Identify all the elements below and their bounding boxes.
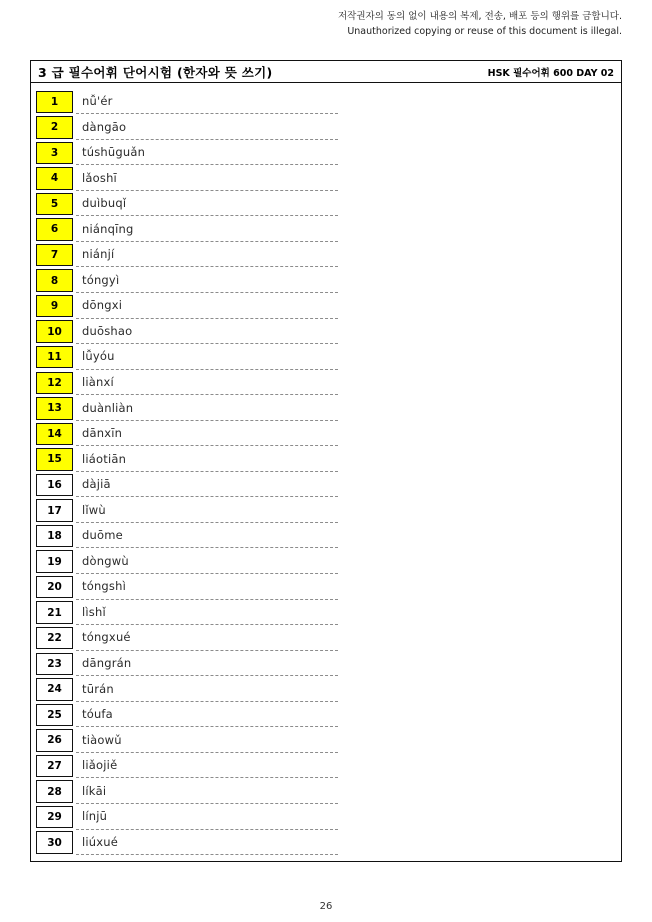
- worksheet-header: [31, 61, 621, 83]
- row-number-cell: [36, 193, 73, 216]
- row-number: 9: [50, 300, 59, 313]
- table-row: [36, 269, 621, 295]
- row-number: 16: [47, 478, 62, 491]
- answer-blank-line: [76, 445, 338, 446]
- table-row: [36, 499, 621, 525]
- answer-blank-line: [76, 241, 338, 242]
- row-number: 22: [47, 632, 62, 645]
- row-pinyin: tóufa: [82, 707, 113, 722]
- answer-blank-line: [76, 701, 338, 702]
- row-pinyin: tóngshì: [82, 579, 127, 594]
- row-number: 6: [50, 223, 59, 236]
- row-pinyin: duōme: [82, 528, 123, 543]
- row-number: 17: [47, 504, 62, 517]
- answer-blank-line: [76, 190, 338, 191]
- answer-blank-line: [76, 369, 338, 370]
- row-number-cell: [36, 448, 73, 471]
- row-number-cell: [36, 218, 73, 241]
- table-row: [36, 473, 621, 499]
- row-pinyin: lìshǐ: [82, 604, 106, 619]
- row-number-cell: [36, 576, 73, 599]
- row-number-cell: [36, 167, 73, 190]
- row-pinyin: túshūguǎn: [82, 145, 146, 160]
- row-number-cell: [36, 806, 73, 829]
- row-number: 20: [47, 581, 62, 594]
- row-number: 4: [50, 172, 59, 185]
- row-pinyin: tóngxué: [82, 630, 131, 645]
- answer-blank-line: [76, 752, 338, 753]
- copyright-text-english: Unauthorized copying or reuse of this document is illegal.: [347, 26, 622, 37]
- table-row: [36, 805, 621, 831]
- row-number-cell: [36, 423, 73, 446]
- row-number-cell: [36, 320, 73, 343]
- row-number: 30: [47, 836, 62, 849]
- answer-blank-line: [76, 215, 338, 216]
- row-number: 13: [47, 402, 62, 415]
- table-row: [36, 575, 621, 601]
- row-number: 1: [50, 95, 59, 108]
- table-row: [36, 422, 621, 448]
- row-pinyin: niánqīng: [82, 221, 134, 236]
- row-pinyin: duìbuqǐ: [82, 196, 127, 211]
- row-number: 14: [47, 427, 62, 440]
- answer-blank-line: [76, 854, 338, 855]
- row-number-cell: [36, 397, 73, 420]
- row-pinyin: liǎojiě: [82, 758, 118, 773]
- row-number-cell: [36, 244, 73, 267]
- answer-blank-line: [76, 675, 338, 676]
- table-row: [36, 243, 621, 269]
- row-pinyin: dòngwù: [82, 553, 129, 568]
- answer-blank-line: [76, 573, 338, 574]
- row-number: 21: [47, 606, 62, 619]
- row-pinyin: tóngyì: [82, 272, 120, 287]
- row-number-cell: [36, 550, 73, 573]
- row-pinyin: tūrán: [82, 681, 114, 696]
- row-pinyin: dàjiā: [82, 477, 111, 492]
- row-pinyin: lǐwù: [82, 502, 106, 517]
- row-number: 24: [47, 683, 62, 696]
- copyright-notice: [338, 9, 622, 39]
- table-row: [36, 141, 621, 167]
- row-number: 15: [47, 453, 62, 466]
- row-number: 26: [47, 734, 62, 747]
- table-row: [36, 831, 621, 857]
- row-number-cell: [36, 780, 73, 803]
- answer-blank-line: [76, 318, 338, 319]
- row-pinyin: liáotiān: [82, 451, 127, 466]
- answer-blank-line: [76, 547, 338, 548]
- row-number: 23: [47, 657, 62, 670]
- row-number: 10: [47, 325, 62, 338]
- answer-blank-line: [76, 292, 338, 293]
- table-row: [36, 448, 621, 474]
- row-pinyin: dàngāo: [82, 119, 127, 134]
- row-number-cell: [36, 831, 73, 854]
- answer-blank-line: [76, 394, 338, 395]
- worksheet-day-label: HSK 필수어휘 600 DAY 02: [487, 67, 614, 79]
- row-number-cell: [36, 474, 73, 497]
- row-pinyin: liànxí: [82, 375, 114, 390]
- table-row: [36, 626, 621, 652]
- row-number-cell: [36, 142, 73, 165]
- table-row: [36, 780, 621, 806]
- row-pinyin: dāngrán: [82, 656, 132, 671]
- row-pinyin: dōngxi: [82, 298, 123, 313]
- table-row: [36, 397, 621, 423]
- row-pinyin: lǎoshī: [82, 170, 117, 185]
- answer-blank-line: [76, 777, 338, 778]
- row-pinyin: tiàowǔ: [82, 732, 122, 747]
- table-row: [36, 729, 621, 755]
- row-number: 12: [47, 376, 62, 389]
- table-row: [36, 192, 621, 218]
- table-row: [36, 90, 621, 116]
- table-row: [36, 371, 621, 397]
- row-number: 8: [50, 274, 59, 287]
- row-number: 18: [47, 530, 62, 543]
- answer-blank-line: [76, 496, 338, 497]
- answer-blank-line: [76, 343, 338, 344]
- row-pinyin: dānxīn: [82, 426, 123, 441]
- row-pinyin: duōshao: [82, 323, 133, 338]
- row-number-cell: [36, 372, 73, 395]
- row-number-cell: [36, 678, 73, 701]
- row-number-cell: [36, 116, 73, 139]
- row-number: 7: [50, 249, 59, 262]
- table-row: [36, 345, 621, 371]
- row-pinyin: niánjí: [82, 247, 115, 262]
- row-number-cell: [36, 704, 73, 727]
- row-number: 2: [50, 121, 59, 134]
- row-number: 29: [47, 811, 62, 824]
- table-row: [36, 601, 621, 627]
- row-number: 5: [50, 197, 59, 210]
- row-number: 11: [47, 351, 62, 364]
- table-row: [36, 116, 621, 142]
- row-number-cell: [36, 601, 73, 624]
- table-row: [36, 524, 621, 550]
- row-number-cell: [36, 755, 73, 778]
- answer-blank-line: [76, 139, 338, 140]
- copyright-text-korean: 저작권자의 동의 없이 내용의 복제, 전송, 배포 등의 행위를 금합니다.: [337, 11, 622, 22]
- row-number: 25: [47, 708, 62, 721]
- row-number-cell: [36, 525, 73, 548]
- table-row: [36, 218, 621, 244]
- answer-blank-line: [76, 471, 338, 472]
- row-number-cell: [36, 269, 73, 292]
- word-table: [31, 83, 621, 856]
- row-number-cell: [36, 346, 73, 369]
- table-row: [36, 167, 621, 193]
- row-pinyin: liúxué: [82, 834, 119, 849]
- row-pinyin: lǚyóu: [82, 349, 115, 364]
- table-row: [36, 754, 621, 780]
- table-row: [36, 550, 621, 576]
- answer-blank-line: [76, 266, 338, 267]
- row-number: 19: [47, 555, 62, 568]
- row-number-cell: [36, 91, 73, 114]
- row-pinyin: líkāi: [82, 783, 107, 798]
- answer-blank-line: [76, 522, 338, 523]
- table-row: [36, 703, 621, 729]
- page-number: 26: [319, 901, 333, 912]
- row-pinyin: duànliàn: [82, 400, 134, 415]
- row-number-cell: [36, 627, 73, 650]
- row-number-cell: [36, 499, 73, 522]
- row-pinyin: nǚ'ér: [82, 94, 113, 108]
- table-row: [36, 678, 621, 704]
- row-number-cell: [36, 729, 73, 752]
- answer-blank-line: [76, 624, 338, 625]
- row-pinyin: línjū: [82, 809, 108, 824]
- answer-blank-line: [76, 164, 338, 165]
- table-row: [36, 652, 621, 678]
- answer-blank-line: [76, 650, 338, 651]
- answer-blank-line: [76, 420, 338, 421]
- worksheet-box: [30, 60, 622, 862]
- row-number: 27: [47, 759, 62, 772]
- row-number-cell: [36, 653, 73, 676]
- row-number: 28: [47, 785, 62, 798]
- answer-blank-line: [76, 726, 338, 727]
- row-number: 3: [50, 146, 59, 159]
- row-number-cell: [36, 295, 73, 318]
- worksheet-title: 3 급 필수어휘 단어시험 (한자와 뜻 쓰기): [38, 64, 273, 80]
- table-row: [36, 320, 621, 346]
- answer-blank-line: [76, 113, 338, 114]
- answer-blank-line: [76, 803, 338, 804]
- table-row: [36, 294, 621, 320]
- answer-blank-line: [76, 829, 338, 830]
- answer-blank-line: [76, 599, 338, 600]
